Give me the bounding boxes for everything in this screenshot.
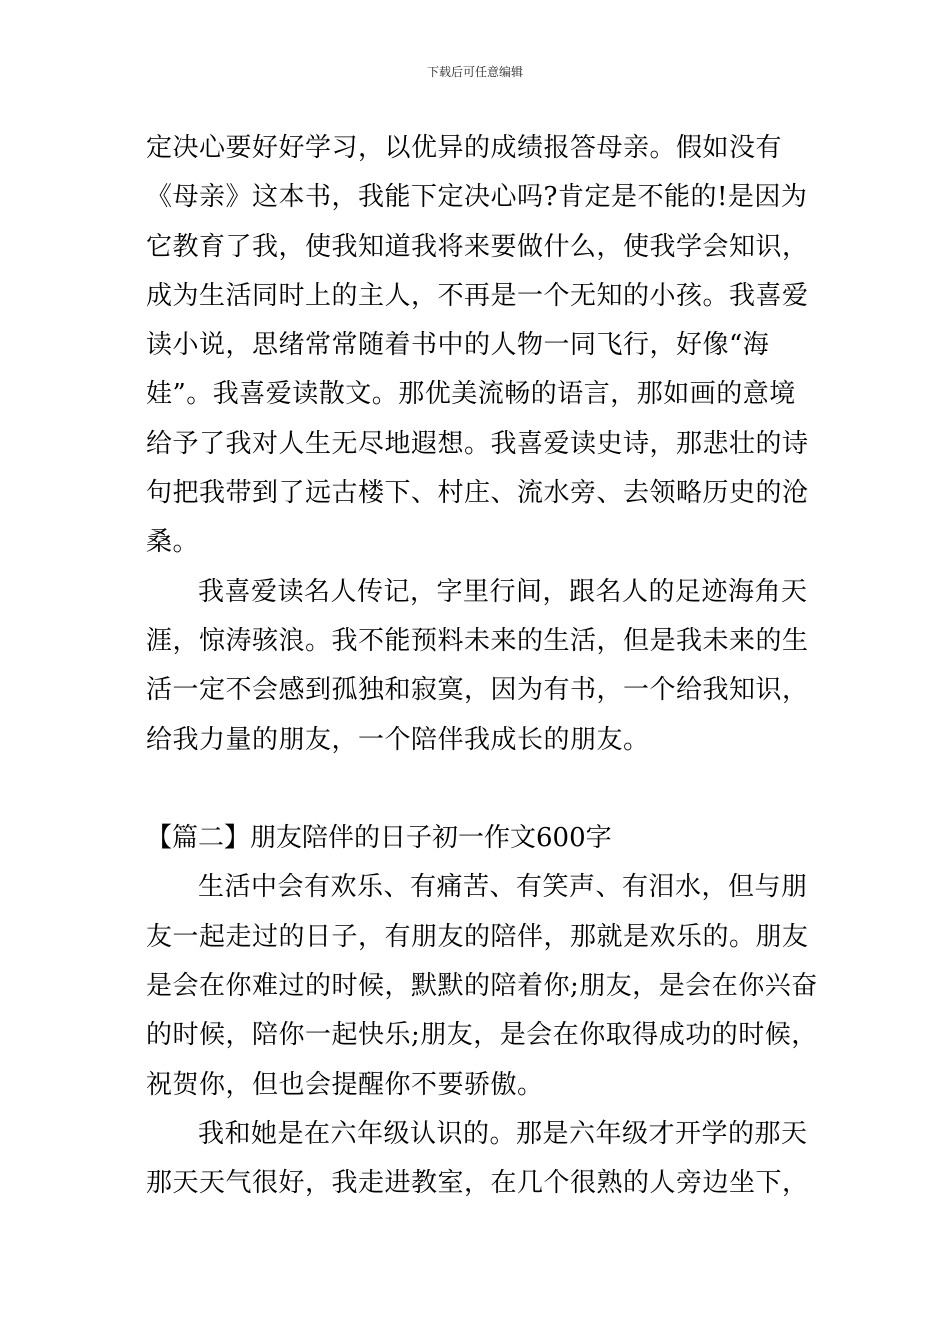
text-line: 祝贺你，但也会提醒你不要骄傲。 bbox=[146, 1069, 544, 1100]
text-line: 我喜爱读名人传记，字里行间，跟名人的足迹海角天 bbox=[198, 576, 808, 607]
paragraph-2 bbox=[146, 568, 809, 765]
page-header: 下载后可任意编辑 bbox=[426, 65, 523, 79]
text-line: 友一起走过的日子，有朋友的陪伴，那就是欢乐的。朋友 bbox=[146, 921, 809, 952]
text-line: 定决心要好好学习，以优异的成绩报答母亲。假如没有 bbox=[146, 133, 783, 163]
text-line: 娃”。我喜爱读散文。那优美流畅的语言，那如画的意境 bbox=[146, 379, 796, 410]
text-line: 它教育了我，使我知道我将来要做什么，使我学会知识， bbox=[146, 231, 809, 262]
text-line: 的时候，陪你一起快乐;朋友，是会在你取得成功的时候， bbox=[146, 1020, 818, 1051]
text-line: 给予了我对人生无尽地遐想。我喜爱读史诗，那悲壮的诗 bbox=[146, 428, 809, 459]
text-line: 读小说，思绪常常随着书中的人物一同飞行，好像“海 bbox=[146, 330, 770, 361]
text-line: 那天天气很好，我走进教室，在几个很熟的人旁边坐下， bbox=[146, 1168, 809, 1199]
document-body bbox=[146, 124, 818, 1209]
text-line: 《母亲》这本书，我能下定决心吗?肯定是不能的!是因为 bbox=[146, 182, 808, 213]
text-line: 涯，惊涛骇浪。我不能预料未来的生活，但是我未来的生 bbox=[146, 625, 809, 656]
blank-line bbox=[146, 765, 806, 814]
text-line: 我和她是在六年级认识的。那是六年级才开学的那天 bbox=[198, 1118, 808, 1149]
paragraph-4 bbox=[146, 1110, 809, 1209]
paragraph-3 bbox=[146, 863, 818, 1109]
text-line: 是会在你难过的时候，默默的陪着你;朋友，是会在你兴奋 bbox=[146, 971, 818, 1002]
text-line: 生活中会有欢乐、有痛苦、有笑声、有泪水，但与朋 bbox=[198, 872, 808, 903]
text-line: 句把我带到了远古楼下、村庄、流水旁、去领略历史的沧 bbox=[146, 478, 809, 509]
text-line: 给我力量的朋友，一个陪伴我成长的朋友。 bbox=[146, 724, 650, 755]
text-line: 桑。 bbox=[146, 527, 200, 558]
text-line: 成为生活同时上的主人，不再是一个无知的小孩。我喜爱 bbox=[146, 280, 809, 311]
section-heading: 【篇二】朋友陪伴的日子初一作文600字 bbox=[146, 823, 612, 854]
paragraph-1 bbox=[146, 124, 809, 568]
text-line: 活一定不会感到孤独和寂寞，因为有书，一个给我知识， bbox=[146, 675, 809, 706]
